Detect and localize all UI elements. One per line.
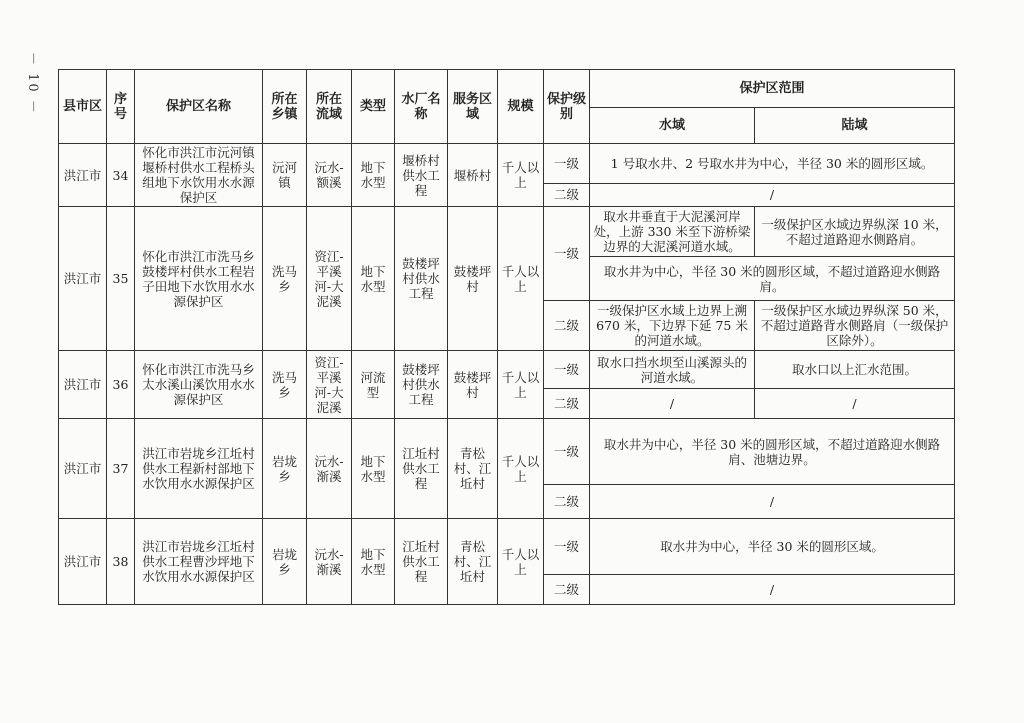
water-range-cell: 一级保护区水域上边界上溯 670 米，下边界下延 75 米的河道水域。 [590, 301, 755, 351]
type-cell: 河流型 [352, 351, 395, 419]
name-cell: 洪江市岩垅乡江坵村供水工程新村部地下水饮用水水源保护区 [135, 419, 263, 519]
header-no: 序号 [107, 70, 135, 144]
name-cell: 怀化市洪江市洗马乡鼓楼坪村供水工程岩子田地下水饮用水水源保护区 [135, 207, 263, 351]
plant-cell: 江坵村供水工程 [395, 419, 448, 519]
town-cell: 洗马乡 [263, 351, 307, 419]
plant-cell: 鼓楼坪村供水工程 [395, 351, 448, 419]
type-cell: 地下水型 [352, 519, 395, 605]
service-cell: 鼓楼坪村 [448, 207, 498, 351]
range-cell: 1 号取水井、2 号取水井为中心，半径 30 米的圆形区域。 [590, 144, 955, 184]
level-cell: 一级 [544, 519, 590, 575]
range-cell: 取水井为中心，半径 30 米的圆形区域，不超过道路迎水侧路肩。 [590, 257, 955, 301]
scale-cell: 千人以上 [498, 207, 544, 351]
no-cell: 35 [107, 207, 135, 351]
plant-cell: 堰桥村供水工程 [395, 144, 448, 207]
name-cell: 怀化市洪江市沅河镇堰桥村供水工程桥头组地下水饮用水水源保护区 [135, 144, 263, 207]
no-cell: 36 [107, 351, 135, 419]
name-cell: 怀化市洪江市洗马乡太水溪山溪饮用水水源保护区 [135, 351, 263, 419]
water-range-cell: 取水口挡水坝至山溪源头的河道水域。 [590, 351, 755, 389]
header-scale: 规模 [498, 70, 544, 144]
county-cell: 洪江市 [59, 519, 107, 605]
level-cell: 一级 [544, 207, 590, 301]
level-cell: 一级 [544, 419, 590, 485]
protection-zone-table [58, 69, 955, 605]
county-cell: 洪江市 [59, 207, 107, 351]
plant-cell: 江坵村供水工程 [395, 519, 448, 605]
page-number: － 10 － [25, 52, 40, 115]
basin-cell: 沅水-渐溪 [307, 419, 352, 519]
level-cell: 二级 [544, 301, 590, 351]
land-range-cell: 一级保护区水域边界纵深 50 米，不超过道路背水侧路肩（一级保护区除外）。 [755, 301, 955, 351]
service-cell: 青松村、江坵村 [448, 519, 498, 605]
table-row [59, 144, 955, 184]
plant-cell: 鼓楼坪村供水工程 [395, 207, 448, 351]
header-county: 县市区 [59, 70, 107, 144]
level-cell: 一级 [544, 351, 590, 389]
header-name: 保护区名称 [135, 70, 263, 144]
land-range-cell: / [755, 389, 955, 419]
basin-cell: 资江-平溪河-大泥溪 [307, 351, 352, 419]
no-cell: 37 [107, 419, 135, 519]
level-cell: 二级 [544, 485, 590, 519]
header-town: 所在乡镇 [263, 70, 307, 144]
scale-cell: 千人以上 [498, 519, 544, 605]
header-range: 保护区范围 [590, 70, 955, 108]
no-cell: 34 [107, 144, 135, 207]
service-cell: 鼓楼坪村 [448, 351, 498, 419]
basin-cell: 沅水-额溪 [307, 144, 352, 207]
table-row [59, 419, 955, 485]
town-cell: 岩垅乡 [263, 419, 307, 519]
land-range-cell: 一级保护区水域边界纵深 10 米，不超过道路迎水侧路肩。 [755, 207, 955, 257]
scale-cell: 千人以上 [498, 351, 544, 419]
county-cell: 洪江市 [59, 144, 107, 207]
range-cell: 取水井为中心，半径 30 米的圆形区域，不超过道路迎水侧路肩、池塘边界。 [590, 419, 955, 485]
level-cell: 一级 [544, 144, 590, 184]
basin-cell: 沅水-渐溪 [307, 519, 352, 605]
header-type: 类型 [352, 70, 395, 144]
header-land: 陆域 [755, 108, 955, 144]
name-cell: 洪江市岩垅乡江坵村供水工程曹沙坪地下水饮用水水源保护区 [135, 519, 263, 605]
level-cell: 二级 [544, 575, 590, 605]
range-cell: 取水井为中心，半径 30 米的圆形区域。 [590, 519, 955, 575]
range-cell: / [590, 485, 955, 519]
scale-cell: 千人以上 [498, 144, 544, 207]
county-cell: 洪江市 [59, 351, 107, 419]
water-range-cell: 取水井垂直于大泥溪河岸处，上游 330 米至下游桥梁边界的大泥溪河道水域。 [590, 207, 755, 257]
header-water: 水域 [590, 108, 755, 144]
table-row [59, 519, 955, 575]
no-cell: 38 [107, 519, 135, 605]
town-cell: 沅河镇 [263, 144, 307, 207]
header-level: 保护级别 [544, 70, 590, 144]
service-cell: 青松村、江坵村 [448, 419, 498, 519]
county-cell: 洪江市 [59, 419, 107, 519]
town-cell: 岩垅乡 [263, 519, 307, 605]
water-range-cell: / [590, 389, 755, 419]
table-row [59, 207, 955, 257]
level-cell: 二级 [544, 389, 590, 419]
type-cell: 地下水型 [352, 419, 395, 519]
land-range-cell: 取水口以上汇水范围。 [755, 351, 955, 389]
header-plant: 水厂名称 [395, 70, 448, 144]
scale-cell: 千人以上 [498, 419, 544, 519]
basin-cell: 资江-平溪河-大泥溪 [307, 207, 352, 351]
header-basin: 所在流域 [307, 70, 352, 144]
type-cell: 地下水型 [352, 207, 395, 351]
table-row [59, 351, 955, 389]
range-cell: / [590, 575, 955, 605]
level-cell: 二级 [544, 183, 590, 206]
town-cell: 洗马乡 [263, 207, 307, 351]
range-cell: / [590, 183, 955, 206]
service-cell: 堰桥村 [448, 144, 498, 207]
header-service: 服务区域 [448, 70, 498, 144]
type-cell: 地下水型 [352, 144, 395, 207]
